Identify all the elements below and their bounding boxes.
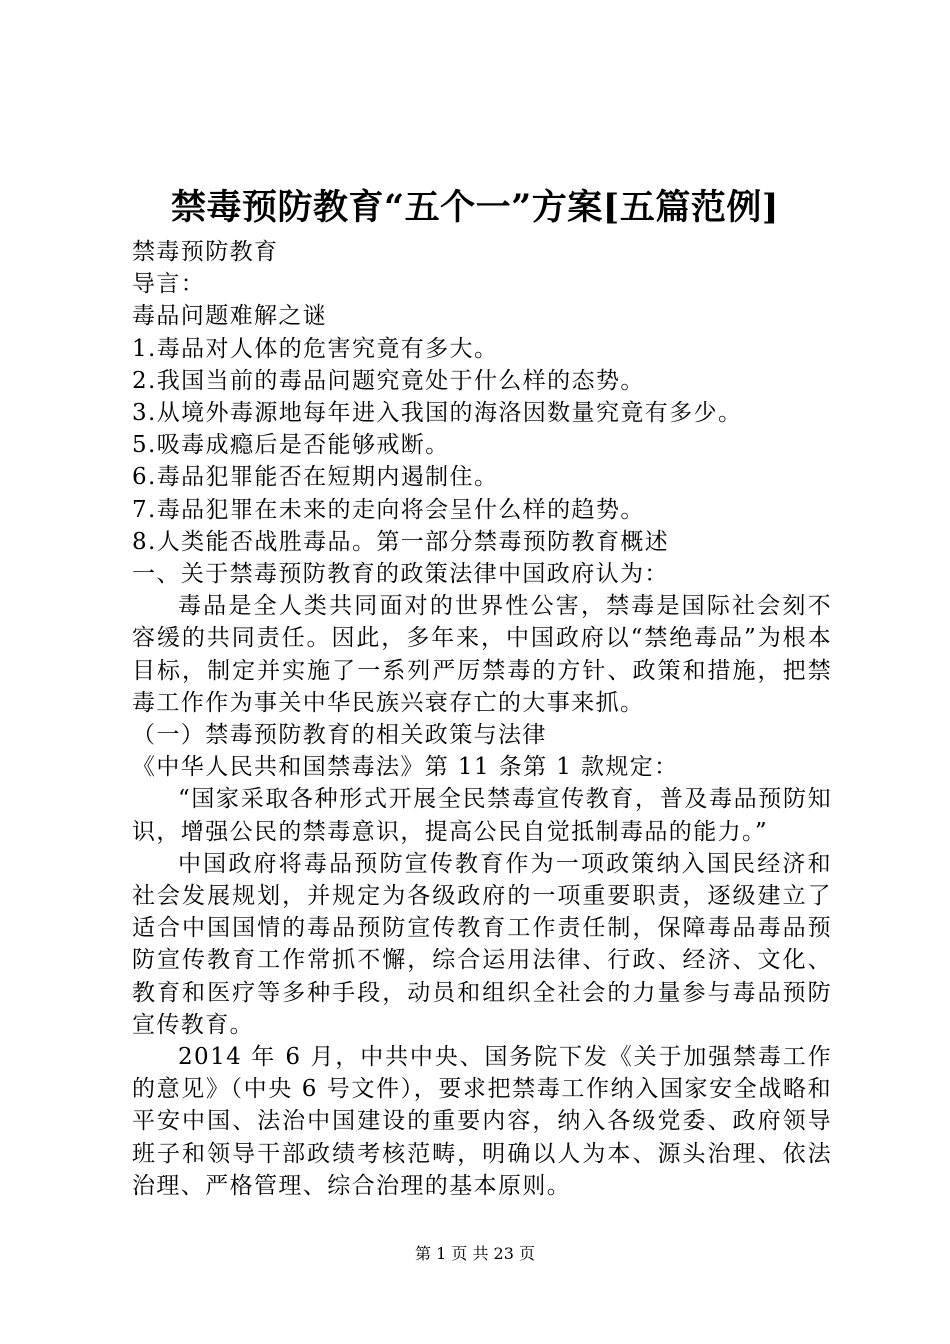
law-quote: “国家采取各种形式开展全民禁毒宣传教育，普及毒品预防知识，增强公民的禁毒意识，提高公民自觉抵制毒品的能力。” [132, 786, 832, 845]
question-item: 5.吸毒成瘾后是否能够戒断。 [132, 432, 450, 459]
intro-heading: 毒品问题难解之谜 [132, 303, 328, 330]
document-title: 禁毒预防教育“五个一”方案[五篇范例] [171, 187, 779, 228]
question-item: 3.从境外毒源地每年进入我国的海洛因数量究竟有多少。 [132, 400, 743, 427]
intro-label: 导言： [132, 271, 206, 298]
body-paragraph: 毒品是全人类共同面对的世界性公害，禁毒是国际社会刻不容缓的共同责任。因此，多年来，中国政府以“禁绝毒品”为根本目标，制定并实施了一系列严厉禁毒的方针、政策和措施，把禁毒工作作为事关中华民族兴衰存亡的大事来抓。 [132, 593, 832, 716]
question-item: 7.毒品犯罪在未来的走向将会呈什么样的趋势。 [132, 496, 645, 523]
question-item: 1.毒品对人体的危害究竟有多大。 [132, 335, 499, 362]
body-paragraph: 2014 年 6 月，中共中央、国务院下发《关于加强禁毒工作的意见》（中央 6 号文件），要求把禁毒工作纳入国家安全战略和平安中国、法治中国建设的重要内容，纳入各级党委、政府领导班子和领导干部政绩考核范畴，明确以人为本、源头治理、依法治理、严格管理、综合治理的基本原则。 [132, 1044, 832, 1199]
document-body [132, 236, 832, 1202]
question-item: 6.毒品犯罪能否在短期内遏制住。 [132, 464, 499, 491]
page-footer: 第 1 页 共 23 页 [415, 1244, 535, 1263]
law-reference: 《中华人民共和国禁毒法》第 11 条第 1 款规定： [132, 754, 679, 781]
question-item: 2.我国当前的毒品问题究竟处于什么样的态势。 [132, 367, 645, 394]
body-paragraph: 中国政府将毒品预防宣传教育作为一项政策纳入国民经济和社会发展规划，并规定为各级政府的一项重要职责，逐级建立了适合中国国情的毒品预防宣传教育工作责任制，保障毒品毒品预防宣传教育工作常抓不懈，综合运用法律、行政、经济、文化、教育和医疗等多种手段，动员和组织全社会的力量参与毒品预防宣传教育。 [132, 850, 832, 1038]
subheading: （一）禁毒预防教育的相关政策与法律 [132, 722, 547, 749]
question-item: 8.人类能否战胜毒品。第一部分禁毒预防教育概述 [132, 528, 670, 555]
section-heading: 禁毒预防教育 [132, 239, 279, 265]
policy-heading: 一、关于禁毒预防教育的政策法律中国政府认为： [132, 561, 669, 588]
